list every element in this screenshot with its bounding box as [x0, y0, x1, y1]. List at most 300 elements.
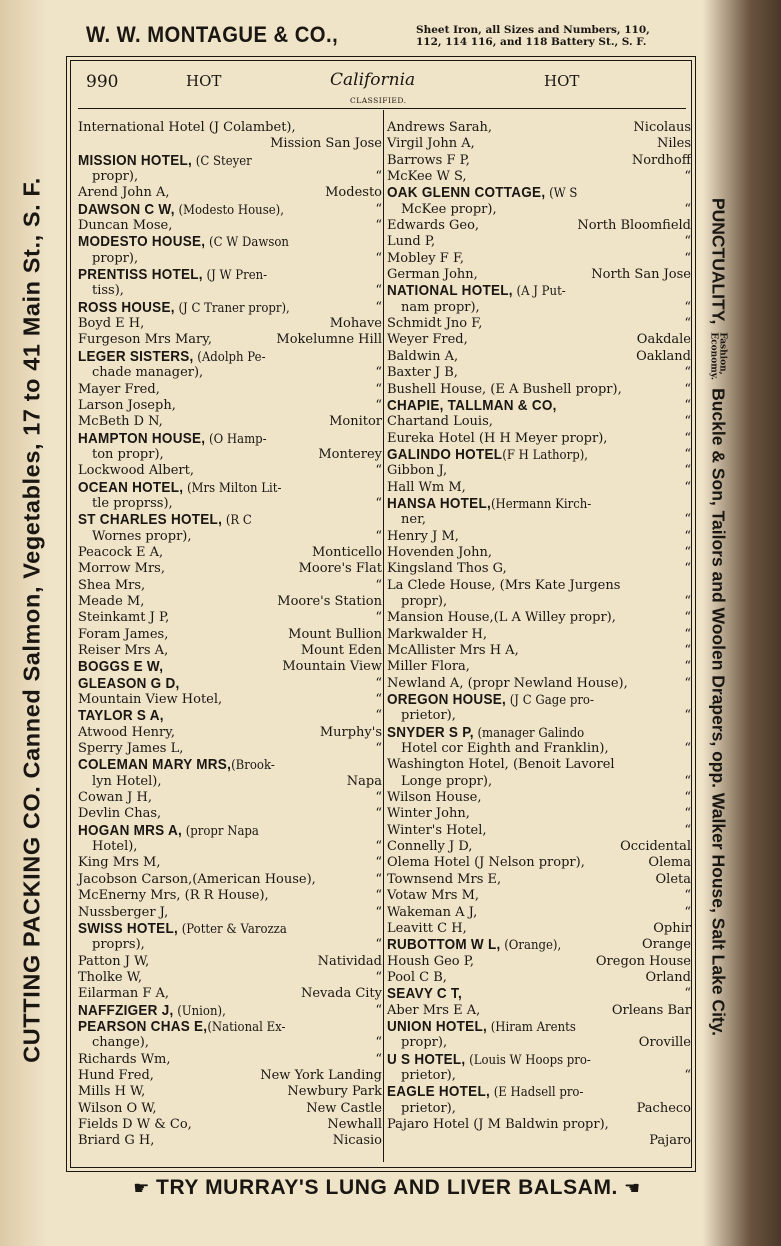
listing-entry — [78, 365, 382, 381]
listing-entry — [78, 954, 382, 970]
entry-place: Mountain View — [282, 659, 382, 675]
entry-place: “ — [684, 201, 691, 217]
entry-place: Monticello — [311, 544, 382, 560]
entry-name: DAWSON C W, (Modesto House), — [78, 200, 284, 218]
entry-name: McEnerny Mrs, (R R House), — [78, 888, 269, 904]
running-head-right: HOT — [544, 72, 580, 90]
entry-name: Wakeman A J, — [387, 904, 478, 920]
entry-proprietor: (propr Napa — [181, 823, 259, 839]
entry-name: PEARSON CHAS E,(National Ex- — [78, 1017, 286, 1035]
listing-entry — [387, 136, 691, 152]
entry-place: “ — [684, 1067, 691, 1083]
entry-name: Arend John A, — [78, 185, 170, 201]
entry-place: Nevada City — [300, 986, 382, 1002]
entry-name: Shea Mrs, — [78, 577, 146, 593]
entry-place: Newhall — [327, 1116, 382, 1132]
entry-place: “ — [684, 414, 691, 430]
entry-name: Larson Joseph, — [78, 397, 176, 413]
listing-entry — [78, 1019, 382, 1035]
listing-entry — [78, 267, 382, 283]
bottom-ad-text: TRY MURRAY'S LUNG AND LIVER BALSAM. — [156, 1176, 618, 1199]
entry-place: Niles — [656, 136, 691, 152]
listing-entry — [78, 872, 382, 888]
entry-name: Housh Geo P, — [387, 953, 474, 969]
entry-name: Mayer Fred, — [78, 381, 160, 397]
listing-entry — [387, 986, 691, 1002]
listing-entry — [387, 855, 691, 871]
entry-place: “ — [684, 626, 691, 642]
entry-name: NATIONAL HOTEL, (A J Put- — [387, 282, 566, 300]
entry-name: ner, — [401, 512, 426, 528]
entry-name: EAGLE HOTEL, (E Hadsell pro- — [387, 1083, 584, 1101]
entry-place: “ — [375, 365, 382, 381]
entry-place: “ — [375, 577, 382, 593]
entry-name: McKee propr), — [401, 201, 497, 217]
entry-name: lyn Hotel), — [92, 773, 162, 789]
listing-entry — [387, 332, 691, 348]
entry-name: OCEAN HOTEL, (Mrs Milton Lit- — [78, 478, 282, 496]
entry-proprietor: (Mrs Milton Lit- — [183, 480, 282, 496]
listing-entry — [78, 741, 382, 757]
entry-place: “ — [375, 495, 382, 511]
listing-entry — [78, 594, 382, 610]
listing-entry — [78, 251, 382, 267]
listing-entry — [78, 970, 382, 986]
entry-proprietor: (J W Pren- — [202, 268, 268, 284]
entry-place: Modesto — [325, 185, 382, 201]
listing-entry — [387, 512, 691, 528]
listing-entry — [78, 153, 382, 169]
entry-name: prietor), — [401, 1067, 456, 1083]
entry-place: Pacheco — [636, 1100, 691, 1116]
entry-place: “ — [684, 675, 691, 691]
listing-entry — [387, 153, 691, 169]
entry-name: Baldwin A, — [387, 348, 459, 364]
entry-proprietor: (J C Gage pro- — [506, 693, 594, 709]
entry-name: propr), — [92, 250, 139, 266]
listing-entry — [387, 529, 691, 545]
entry-place: Mohave — [329, 316, 382, 332]
listing-entry — [387, 431, 691, 447]
listing-entry — [387, 839, 691, 855]
listing-entry — [78, 1117, 382, 1133]
listing-entry — [387, 970, 691, 986]
listing-entry — [387, 414, 691, 430]
entry-name: Steinkamt J P, — [78, 610, 170, 626]
entry-place: “ — [684, 888, 691, 904]
entry-place: “ — [684, 659, 691, 675]
entry-name: Reiser Mrs A, — [78, 643, 169, 658]
listing-entry — [387, 251, 691, 267]
listing-entry — [387, 398, 691, 414]
entry-name: Washington Hotel, (Benoit Lavorel — [387, 757, 615, 773]
entry-place: “ — [684, 430, 691, 446]
listing-entry — [387, 234, 691, 250]
entry-place: “ — [684, 643, 691, 658]
listing-entry — [387, 921, 691, 937]
entry-place: Occidental — [620, 839, 691, 855]
entry-name: Henry J M, — [387, 528, 459, 544]
listing-entry — [387, 774, 691, 790]
entry-place: “ — [684, 822, 691, 838]
entry-name: Hund Fred, — [78, 1067, 154, 1083]
entry-place: New Castle — [306, 1100, 382, 1116]
entry-place: Olema — [648, 855, 691, 871]
listing-entry — [387, 169, 691, 185]
entry-name: change), — [92, 1035, 149, 1051]
entry-proprietor: (A J Put- — [512, 284, 566, 300]
entry-proprietor: (Modesto House), — [174, 202, 284, 218]
entry-proprietor: (Potter & Varozza — [177, 921, 287, 937]
entry-name: McAllister Mrs H A, — [387, 643, 519, 658]
entry-name: COLEMAN MARY MRS,(Brook- — [78, 756, 275, 774]
listing-entry — [387, 627, 691, 643]
left-margin-text: CUTTING PACKING CO. Canned Salmon, Vegetables, 17 to 41 Main St., S. F. — [18, 177, 45, 1063]
entry-name: MISSION HOTEL, (C Steyer — [78, 151, 252, 169]
listing-entry — [78, 1084, 382, 1100]
entry-name: Peacock E A, — [78, 544, 164, 560]
entry-name: GALINDO HOTEL(F H Lathorp), — [387, 445, 588, 463]
entry-place: Oakdale — [636, 332, 691, 348]
entry-place: “ — [375, 904, 382, 920]
entry-name: CHAPIE, TALLMAN & CO, — [387, 396, 557, 414]
entry-name: Pool C B, — [387, 969, 447, 985]
listing-entry — [78, 627, 382, 643]
entry-place: “ — [375, 381, 382, 397]
listing-entry — [387, 1035, 691, 1051]
entry-name: RUBOTTOM W L, (Orange), — [387, 936, 562, 954]
entry-proprietor: (Orange), — [500, 938, 562, 954]
listing-entry — [387, 1052, 691, 1068]
listing-entry — [387, 937, 691, 953]
listing-entry — [387, 463, 691, 479]
entry-place: Mokelumne Hill — [276, 332, 382, 348]
entry-proprietor: (R C — [222, 513, 252, 529]
entry-place: Oregon House — [595, 953, 691, 969]
listing-entry — [78, 431, 382, 447]
listing-entry — [387, 905, 691, 921]
top-ad-description — [416, 24, 716, 48]
entry-place: “ — [375, 610, 382, 626]
entry-proprietor: (Louis W Hoops pro- — [465, 1052, 591, 1068]
running-head-state: California — [330, 70, 416, 90]
entry-name: Barrows F P, — [387, 152, 470, 168]
entry-place: “ — [684, 250, 691, 266]
entry-name: propr), — [92, 169, 139, 185]
entry-name: Winter John, — [387, 806, 470, 822]
listing-entry — [387, 1068, 691, 1084]
listing-entry — [78, 692, 382, 708]
listing-entry — [387, 692, 691, 708]
entry-name: Connelly J D, — [387, 839, 473, 855]
listing-entry — [78, 659, 382, 675]
listing-entry — [78, 512, 382, 528]
listing-entry — [78, 169, 382, 185]
entry-place: “ — [684, 234, 691, 250]
entry-place: Mount Eden — [300, 643, 382, 658]
left-margin-advertisement — [8, 80, 56, 1160]
entry-name: propr), — [401, 1035, 448, 1051]
listing-entry — [78, 382, 382, 398]
entry-proprietor: (O Hamp- — [205, 431, 267, 447]
entry-name: Sperry James L, — [78, 741, 184, 757]
entry-name: Wilson House, — [387, 790, 482, 806]
entry-name: prietor), — [401, 708, 456, 724]
entry-name: Jacobson Carson,(American House), — [78, 871, 316, 887]
entry-place: “ — [684, 446, 691, 462]
entry-place: “ — [375, 790, 382, 806]
entry-place: North Bloomfield — [577, 218, 691, 234]
listing-entry — [78, 676, 382, 692]
listing-entry — [78, 316, 382, 332]
listing-entry — [387, 757, 691, 773]
entry-name: Furgeson Mrs Mary, — [78, 332, 212, 348]
entry-place: “ — [375, 888, 382, 904]
entry-place: Oakland — [636, 348, 691, 364]
listing-entry — [387, 578, 691, 594]
listing-entry — [78, 136, 382, 152]
listing-entry — [387, 447, 691, 463]
entry-place: “ — [684, 299, 691, 315]
entry-name: PRENTISS HOTEL, (J W Pren- — [78, 266, 268, 284]
listing-entry — [387, 1117, 691, 1133]
listing-entry — [387, 283, 691, 299]
entry-place: “ — [684, 773, 691, 789]
listing-entry — [78, 855, 382, 871]
listing-column-right — [387, 120, 691, 1150]
entry-proprietor: (C Steyer — [192, 153, 252, 169]
entry-name: HOGAN MRS A, (propr Napa — [78, 821, 259, 839]
entry-place: Moore's Flat — [298, 561, 382, 577]
entry-name: Townsend Mrs E, — [387, 871, 502, 887]
entry-place: New York Landing — [260, 1067, 382, 1083]
listing-entry — [78, 202, 382, 218]
entry-name: Bushell House, (E A Bushell propr), — [387, 381, 622, 397]
entry-name: OREGON HOUSE, (J C Gage pro- — [387, 691, 594, 709]
listing-column-left — [78, 120, 382, 1150]
entry-place: “ — [684, 169, 691, 185]
entry-name: Winter's Hotel, — [387, 822, 487, 838]
entry-name: Meade M, — [78, 593, 145, 609]
listing-entry — [387, 954, 691, 970]
listing-entry — [387, 790, 691, 806]
top-ad-line-1: Sheet Iron, all Sizes and Numbers, 110, — [416, 24, 650, 36]
entry-name: SWISS HOTEL, (Potter & Varozza — [78, 919, 287, 937]
entry-name: SNYDER S P, (manager Galindo — [387, 723, 585, 741]
running-head-left: HOT — [186, 72, 222, 90]
listing-entry — [387, 725, 691, 741]
entry-name: Schmidt Jno F, — [387, 316, 483, 332]
listing-entry — [387, 1133, 691, 1149]
entry-name: Morrow Mrs, — [78, 561, 165, 577]
listing-entry — [387, 545, 691, 561]
listing-entry — [78, 414, 382, 430]
entry-place: “ — [375, 871, 382, 887]
entry-place: Napa — [346, 773, 382, 789]
listing-entry — [78, 823, 382, 839]
entry-place: “ — [684, 479, 691, 495]
entry-name: McBeth D N, — [78, 414, 163, 430]
entry-name: Mission San Jose — [270, 136, 382, 152]
entry-place: “ — [684, 397, 691, 413]
listing-entry — [387, 202, 691, 218]
entry-name: Longe propr), — [401, 773, 493, 789]
entry-name: Votaw Mrs M, — [387, 888, 480, 904]
entry-proprietor: (W S — [545, 186, 578, 202]
entry-name: Nussberger J, — [78, 904, 169, 920]
listing-entry — [78, 790, 382, 806]
entry-name: ton propr), — [92, 446, 164, 462]
entry-place: “ — [684, 790, 691, 806]
entry-name: ROSS HOUSE, (J C Traner propr), — [78, 298, 290, 316]
entry-name: chade manager), — [92, 365, 204, 381]
entry-name: Mobley F F, — [387, 250, 465, 266]
listing-entry — [387, 496, 691, 512]
entry-name: Hovenden John, — [387, 544, 493, 560]
entry-proprietor: (Adolph Pe- — [193, 349, 266, 365]
entry-place: “ — [684, 904, 691, 920]
listing-entry — [387, 741, 691, 757]
listing-entry — [387, 1019, 691, 1035]
listing-entry — [78, 447, 382, 463]
entry-name: Tholke W, — [78, 969, 142, 985]
entry-proprietor: (National Ex- — [207, 1019, 286, 1035]
entry-name: Devlin Chas, — [78, 806, 162, 822]
pointing-hand-left-icon: ☚ — [623, 1178, 641, 1198]
listing-entry — [78, 561, 382, 577]
listing-entry — [78, 120, 382, 136]
entry-name: Boyd E H, — [78, 316, 145, 332]
entry-name: ST CHARLES HOTEL, (R C — [78, 511, 252, 529]
entry-place: “ — [684, 381, 691, 397]
entry-place: “ — [375, 1002, 382, 1018]
entry-name: Andrews Sarah, — [387, 120, 493, 135]
entry-place: “ — [684, 610, 691, 626]
entry-name: Wornes propr), — [92, 528, 192, 544]
entry-place: “ — [375, 218, 382, 234]
entry-proprietor: (Hiram Arents — [486, 1019, 576, 1035]
listing-entry — [387, 561, 691, 577]
entry-name: Foram James, — [78, 626, 169, 642]
listing-entry — [78, 839, 382, 855]
entry-name: German John, — [387, 267, 478, 283]
entry-name: propr), — [401, 593, 448, 609]
header-rule — [78, 108, 686, 109]
entry-place: “ — [684, 528, 691, 544]
listing-entry — [78, 218, 382, 234]
entry-name: Eureka Hotel (H H Meyer propr), — [387, 430, 608, 446]
entry-place: North San Jose — [591, 267, 691, 283]
listing-entry — [78, 708, 382, 724]
entry-proprietor: (Union), — [173, 1003, 226, 1019]
entry-name: Mills H W, — [78, 1084, 146, 1100]
listing-entry — [78, 921, 382, 937]
entry-place: “ — [375, 806, 382, 822]
entry-name: Lund P, — [387, 234, 436, 250]
entry-place: Moore's Station — [277, 593, 382, 609]
entry-name: McKee W S, — [387, 169, 467, 185]
entry-name: Leavitt C H, — [387, 920, 467, 936]
listing-entry — [78, 986, 382, 1002]
entry-place: “ — [375, 201, 382, 217]
listing-entry — [78, 610, 382, 626]
listing-entry — [387, 708, 691, 724]
entry-place: “ — [375, 1051, 382, 1067]
listing-entry — [78, 480, 382, 496]
entry-place: “ — [375, 397, 382, 413]
listing-entry — [78, 1003, 382, 1019]
listing-entry — [387, 823, 691, 839]
entry-place: “ — [375, 969, 382, 985]
listing-entry — [78, 332, 382, 348]
listing-entry — [387, 610, 691, 626]
entry-proprietor: (J C Traner propr), — [174, 300, 290, 316]
entry-place: Nicasio — [332, 1133, 382, 1149]
entry-place: “ — [375, 937, 382, 953]
listing-entry — [78, 1101, 382, 1117]
top-ad-firm: W. W. MONTAGUE & CO., — [86, 22, 339, 47]
listing-entry — [387, 267, 691, 283]
entry-name: Mountain View Hotel, — [78, 692, 223, 708]
entry-name: Pajaro Hotel (J M Baldwin propr), — [387, 1116, 609, 1132]
entry-name: proprs), — [92, 937, 145, 953]
pointing-hand-right-icon: ☛ — [133, 1178, 151, 1198]
entry-place: Monitor — [329, 414, 382, 430]
top-ad-line-2: 112, 114 116, and 118 Battery St., S. F. — [416, 36, 647, 48]
entry-name: BOGGS E W, — [78, 658, 164, 676]
listing-entry — [78, 806, 382, 822]
right-margin-firm: Buckle & Son, Tailors and Woolen Drapers, opp. Walker House, Salt Lake City. — [708, 388, 729, 1037]
listing-entry — [78, 349, 382, 365]
entry-name: Fields D W & Co, — [78, 1116, 192, 1132]
entry-name: Chartand Louis, — [387, 414, 493, 430]
entry-name: GLEASON G D, — [78, 674, 180, 692]
entry-name: Duncan Mose, — [78, 218, 173, 234]
listing-entry — [387, 1003, 691, 1019]
listing-entry — [78, 937, 382, 953]
entry-name: Miller Flora, — [387, 659, 470, 675]
listing-entry — [78, 529, 382, 545]
listing-entry — [387, 316, 691, 332]
entry-place: “ — [375, 299, 382, 315]
listing-entry — [387, 888, 691, 904]
entry-place: Orange — [641, 937, 691, 953]
listing-entry — [387, 659, 691, 675]
entry-place: Nordhoff — [631, 152, 691, 168]
listing-entry — [387, 365, 691, 381]
entry-place: Natividad — [317, 953, 382, 969]
listing-entry — [78, 1133, 382, 1149]
listing-entry — [78, 578, 382, 594]
listing-entry — [387, 1084, 691, 1100]
entry-name: Briard G H, — [78, 1133, 155, 1149]
listing-entry — [387, 218, 691, 234]
entry-name: HAMPTON HOUSE, (O Hamp- — [78, 429, 267, 447]
entry-place: “ — [375, 675, 382, 691]
entry-name: SEAVY C T, — [387, 985, 462, 1003]
listing-entry — [78, 1052, 382, 1068]
entry-place: “ — [684, 463, 691, 479]
listing-entry — [387, 594, 691, 610]
listing-entry — [78, 496, 382, 512]
entry-place: “ — [684, 512, 691, 528]
entry-name: Pajaro — [649, 1133, 691, 1149]
entry-name: tiss), — [92, 283, 124, 299]
entry-place: “ — [684, 806, 691, 822]
entry-place: “ — [375, 839, 382, 855]
entry-place: “ — [684, 316, 691, 332]
listing-entry — [78, 643, 382, 659]
